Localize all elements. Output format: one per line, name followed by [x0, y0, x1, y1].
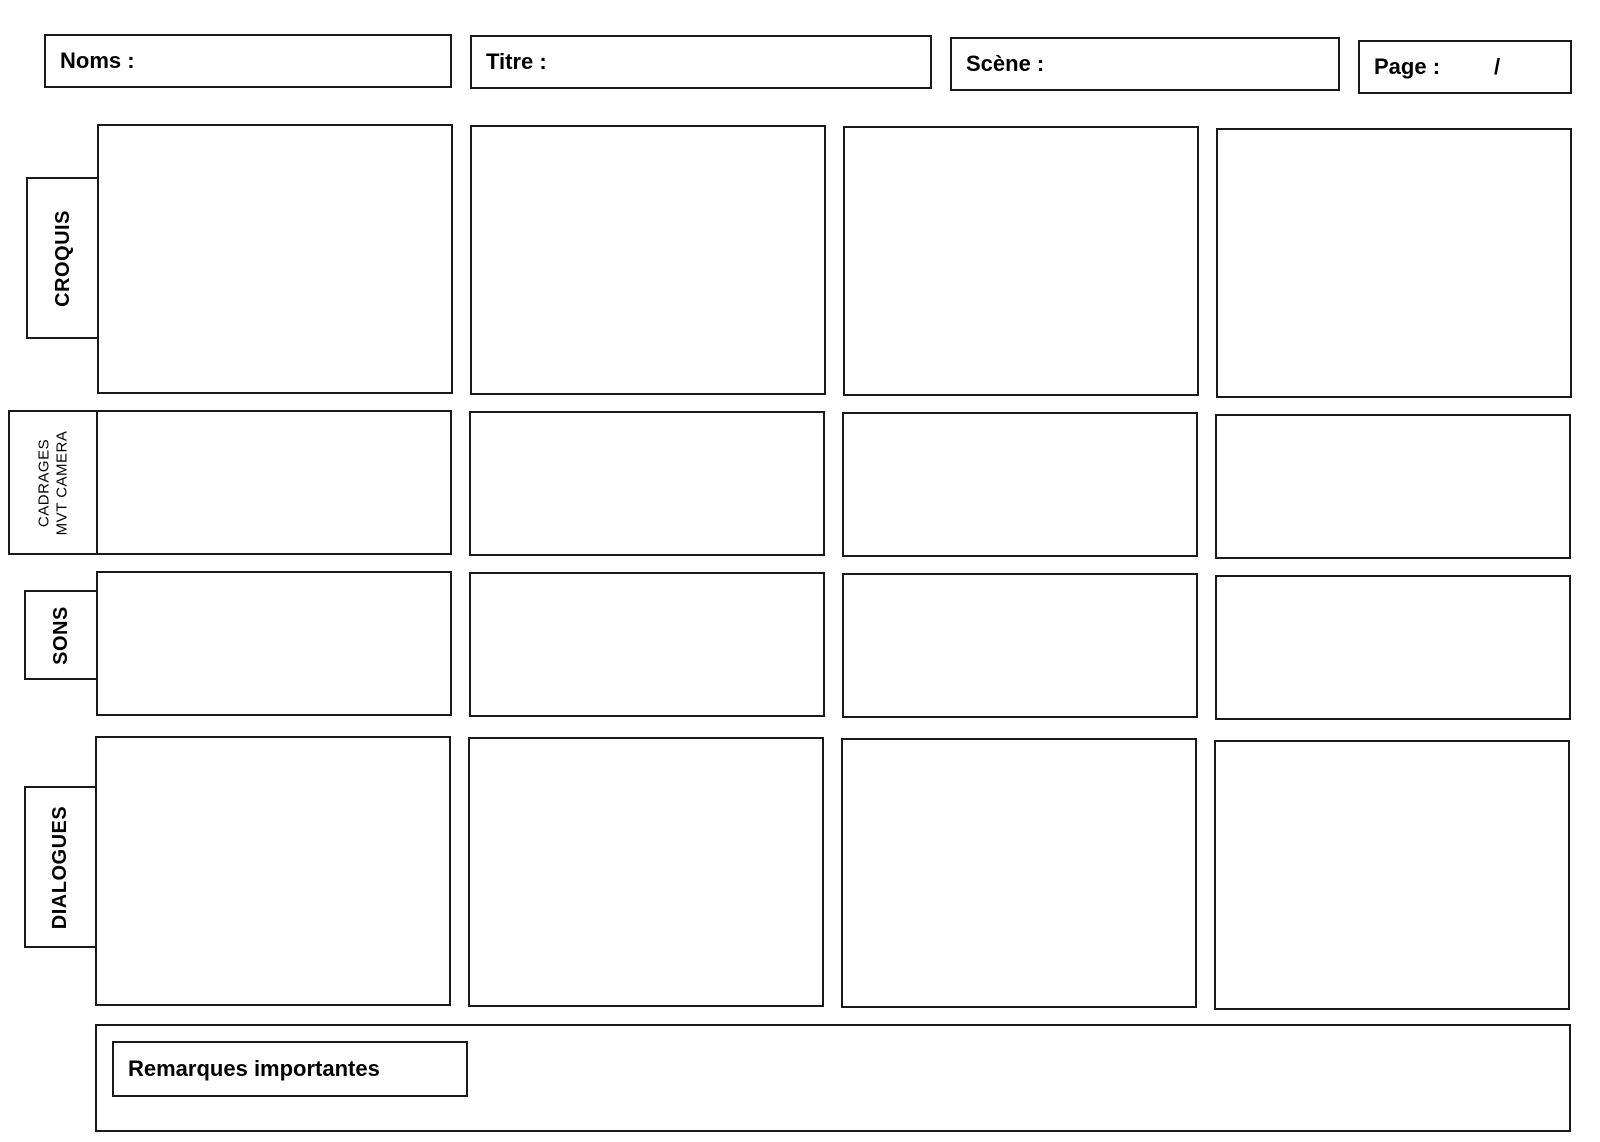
scene-label: Scène :	[966, 51, 1045, 76]
dialogue-panel-4[interactable]	[1214, 740, 1570, 1010]
names-field[interactable]	[44, 34, 452, 88]
sketch-label: CROQUIS	[51, 209, 74, 307]
dialogue-label: DIALOGUES	[49, 805, 72, 929]
framing-label-line2: MVT CAMERA	[53, 430, 71, 535]
dialogue-panel-3[interactable]	[841, 738, 1197, 1008]
sound-panel-4[interactable]	[1215, 575, 1571, 720]
title-field[interactable]	[470, 35, 932, 89]
page-separator: /	[1494, 54, 1501, 79]
page-field[interactable]	[1358, 40, 1572, 94]
dialogue-panel-2[interactable]	[468, 737, 824, 1007]
scene-field[interactable]	[950, 37, 1340, 91]
row-tab-dialogue	[24, 786, 96, 948]
remarks-label-box	[112, 1041, 468, 1097]
row-tab-framing	[8, 410, 96, 555]
names-label: Noms :	[60, 48, 135, 73]
page-label: Page :	[1374, 54, 1441, 79]
sketch-panel-3[interactable]	[843, 126, 1199, 396]
sketch-panel-4[interactable]	[1216, 128, 1572, 398]
framing-label-line1: CADRAGES	[35, 438, 53, 527]
framing-panel-2[interactable]	[469, 411, 825, 556]
framing-panel-3[interactable]	[842, 412, 1198, 557]
framing-label	[35, 430, 71, 535]
framing-panel-4[interactable]	[1215, 414, 1571, 559]
sound-panel-1[interactable]	[96, 571, 452, 716]
row-tab-sound	[24, 590, 96, 680]
sound-panel-2[interactable]	[469, 572, 825, 717]
framing-panel-1[interactable]	[96, 410, 452, 555]
title-label: Titre :	[486, 49, 547, 74]
row-tab-sketch	[26, 177, 98, 339]
sketch-panel-1[interactable]	[97, 124, 453, 394]
sound-label: SONS	[49, 605, 72, 665]
sketch-panel-2[interactable]	[470, 125, 826, 395]
sound-panel-3[interactable]	[842, 573, 1198, 718]
remarks-label: Remarques importantes	[128, 1056, 380, 1081]
dialogue-panel-1[interactable]	[95, 736, 451, 1006]
